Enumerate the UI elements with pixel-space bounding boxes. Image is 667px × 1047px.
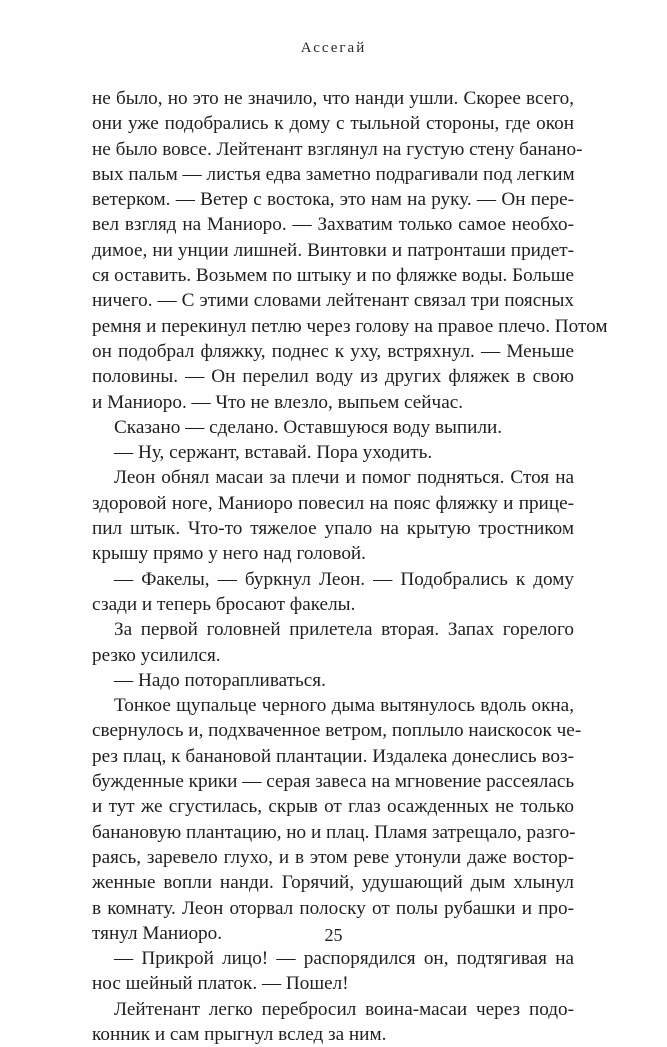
text-line: вел взгляд на Маниоро. — Захватим только самое необхо- bbox=[92, 214, 574, 236]
text-line: и тут же сгустилась, скрыв от глаз осажденных не только bbox=[92, 796, 574, 818]
text-line: женные вопли нанди. Горячий, удушающий дым хлынул bbox=[92, 872, 574, 894]
text-line: — Факелы, — буркнул Леон. — Подобрались к дому bbox=[114, 568, 574, 590]
body-text bbox=[92, 86, 608, 1047]
text-line: он подобрал фляжку, поднес к уху, встряхнул. — Меньше bbox=[92, 340, 574, 362]
text-line: Тонкое щупальце черного дыма вытянулось вдоль окна, bbox=[114, 695, 574, 717]
text-line: За первой головней прилетела вторая. Запах горелого bbox=[114, 619, 574, 641]
text-line: Сказано — сделано. Оставшуюся воду выпили. bbox=[114, 416, 503, 438]
text-line: не было, но это не значило, что нанди ушли. Скорее всего, bbox=[92, 88, 574, 109]
text-line: бужденные крики — серая завеса на мгновение рассеялась bbox=[92, 771, 575, 793]
text-line: сзади и теперь бросают факелы. bbox=[92, 593, 356, 615]
text-line: они уже подобрались к дому с тыльной стороны, где окон bbox=[92, 113, 574, 135]
text-line: ветерком. — Ветер с востока, это нам на руку. — Он пере- bbox=[92, 189, 574, 211]
text-line: — Ну, сержант, вставай. Пора уходить. bbox=[114, 442, 433, 464]
page-number: 25 bbox=[324, 925, 343, 945]
text-line: вых пальм — листья едва заметно подрагивали под легким bbox=[92, 163, 575, 185]
text-line: крышу прямо у него над головой. bbox=[92, 543, 366, 565]
text-line: тянул Маниоро. bbox=[92, 922, 223, 944]
text-line: Лейтенант легко перебросил воина-масаи через подо- bbox=[114, 998, 574, 1020]
text-line: ремня и перекинул петлю через голову на правое плечо. Потом bbox=[92, 315, 608, 337]
text-line: ничего. — С этими словами лейтенант связал три поясных bbox=[92, 290, 574, 312]
text-line: не было вовсе. Лейтенант взглянул на густую стену банано- bbox=[92, 138, 583, 160]
text-line: нос шейный платок. — Пошел! bbox=[92, 973, 349, 995]
running-head: Ассегай bbox=[300, 40, 367, 56]
text-line: свернулось и, подхваченное ветром, поплыло наискосок че- bbox=[92, 720, 582, 742]
text-line: здоровой ноге, Маниоро повесил на пояс фляжку и прице- bbox=[92, 492, 574, 514]
text-line: Леон обнял масаи за плечи и помог подняться. Стоя на bbox=[114, 467, 574, 489]
text-line: раясь, заревело глухо, и в этом реве утонули даже востор- bbox=[92, 846, 574, 868]
text-line: банановую плантацию, но и плац. Пламя затрещало, разго- bbox=[92, 821, 576, 843]
text-line: половины. — Он перелил воду из других фляжек в свою bbox=[92, 366, 574, 388]
text-line: и Маниоро. — Что не влезло, выпьем сейчас. bbox=[92, 391, 464, 413]
text-line: рез плац, к банановой плантации. Издалека донеслись воз- bbox=[92, 745, 574, 767]
text-line: димое, ни унции лишней. Винтовки и патронташи придет- bbox=[92, 239, 574, 261]
text-line: — Надо поторапливаться. bbox=[114, 669, 326, 691]
text-line: ся оставить. Возьмем по штыку и по фляжке воды. Больше bbox=[92, 265, 575, 287]
text-line: конник и сам прыгнул вслед за ним. bbox=[92, 1023, 387, 1045]
text-line: пил штык. Что-то тяжелое упало на крытую тростником bbox=[92, 518, 574, 540]
text-line: в комнату. Леон оторвал полоску от полы рубашки и про- bbox=[92, 897, 574, 919]
text-line: резко усилился. bbox=[92, 644, 221, 666]
text-line: — Прикрой лицо! — распорядился он, подтягивая на bbox=[114, 948, 574, 970]
